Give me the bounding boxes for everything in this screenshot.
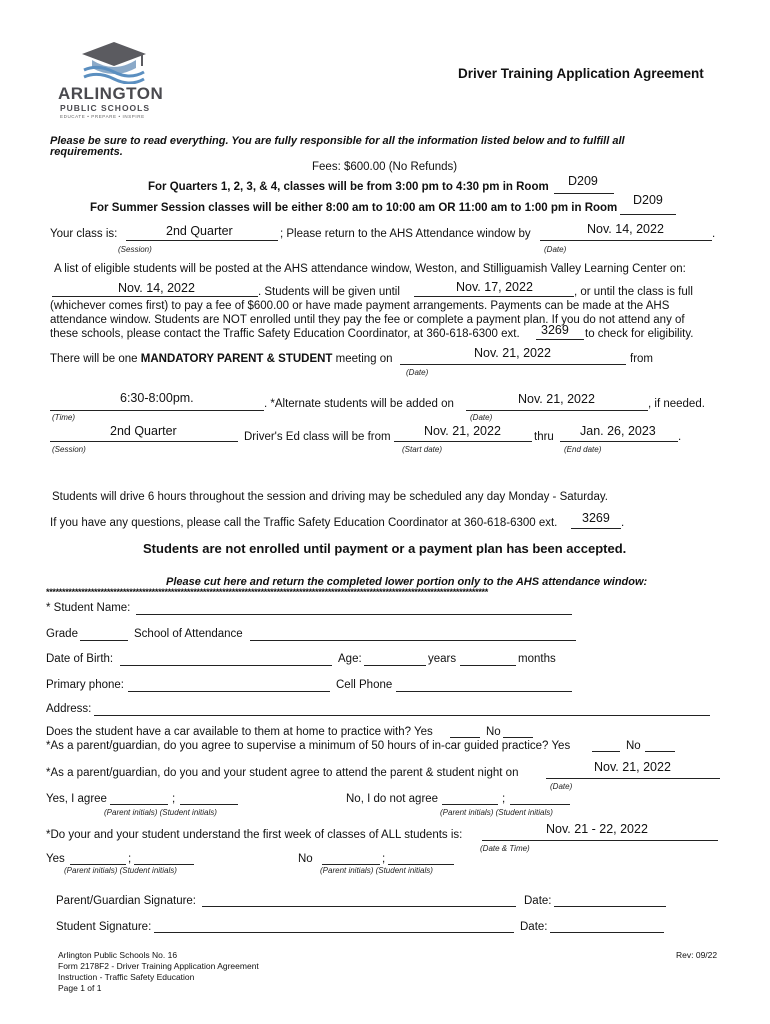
student-signature-field[interactable] — [154, 932, 514, 933]
cut-here-text: Please cut here and return the completed lower portion only to the AHS attendance window: — [166, 576, 648, 588]
class-value: 2nd Quarter — [166, 224, 233, 238]
car-yes-field[interactable] — [450, 737, 480, 738]
org-tagline: EDUCATE • PREPARE • INSPIRE — [60, 114, 145, 119]
student-sig-date-field[interactable] — [550, 932, 664, 933]
end-date: Jan. 26, 2023 — [580, 424, 656, 438]
parent-sig-date-field[interactable] — [554, 906, 666, 907]
yes-agree-parent-field[interactable] — [110, 804, 168, 805]
no-agree-parent-field[interactable] — [442, 804, 498, 805]
footer-line3: Instruction - Traffic Safety Education — [58, 972, 195, 982]
age-years-field[interactable] — [364, 665, 426, 666]
session-value: 2nd Quarter — [110, 424, 177, 438]
footer-line4: Page 1 of 1 — [58, 983, 102, 993]
start-date: Nov. 21, 2022 — [424, 424, 501, 438]
school-field[interactable] — [250, 640, 576, 641]
meeting-line: There will be one MANDATORY PARENT & STUDENT meeting on — [50, 353, 393, 365]
until-date: Nov. 17, 2022 — [456, 280, 533, 294]
primary-phone-field[interactable] — [128, 691, 330, 692]
ext-1: 3269 — [541, 323, 569, 337]
post-date: Nov. 14, 2022 — [118, 281, 195, 295]
meeting-date: Nov. 21, 2022 — [474, 346, 551, 360]
ext-2: 3269 — [582, 511, 610, 525]
drive-line1: Students will drive 6 hours throughout the session and driving may be scheduled any day Monday - Saturday. — [52, 491, 608, 503]
meeting-time: 6:30-8:00pm. — [120, 391, 194, 405]
attend-date: Nov. 21, 2022 — [594, 760, 671, 774]
org-sub: PUBLIC SCHOOLS — [60, 103, 151, 113]
car-no-field[interactable] — [503, 737, 533, 738]
intro-warning: Please be sure to read everything. You are fully responsible for all the information listed below and to fulfill all requirements. — [50, 135, 625, 158]
footer-line1: Arlington Public Schools No. 16 — [58, 950, 178, 960]
supervise-no-field[interactable] — [645, 751, 675, 752]
alternate-date: Nov. 21, 2022 — [518, 392, 595, 406]
first-week-date: Nov. 21 - 22, 2022 — [546, 822, 648, 836]
summer-line: For Summer Session classes will be either 8:00 am to 10:00 am OR 11:00 am to 1:00 pm in Room — [90, 202, 618, 214]
class-mid: ; Please return to the AHS Attendance window by — [280, 228, 531, 240]
quarters-room: D209 — [568, 174, 598, 188]
quarters-line: For Quarters 1, 2, 3, & 4, classes will be from 3:00 pm to 4:30 pm in Room — [148, 181, 549, 193]
fees-line: Fees: $600.00 (No Refunds) — [312, 161, 458, 173]
revision: Rev: 09/22 — [676, 950, 718, 960]
list-line1: A list of eligible students will be posted at the AHS attendance window, Weston, and Stilliguamish Valley Learning Center on: — [54, 263, 686, 275]
no-agree-student-field[interactable] — [510, 804, 570, 805]
student-name-field[interactable] — [136, 614, 572, 615]
class-label: Your class is: — [50, 228, 118, 240]
first-week-no-student-field[interactable] — [388, 864, 454, 865]
first-week-no-parent-field[interactable] — [322, 864, 380, 865]
footer-line2: Form 2178F2 - Driver Training Application Agreement — [58, 961, 259, 971]
supervise-yes-field[interactable] — [592, 751, 620, 752]
grade-field[interactable] — [80, 640, 128, 641]
first-week-yes-parent-field[interactable] — [70, 864, 126, 865]
address-field[interactable] — [94, 715, 710, 716]
age-months-field[interactable] — [460, 665, 516, 666]
cell-phone-field[interactable] — [396, 691, 572, 692]
cut-line: ****************************************************************************************************************************************** — [46, 587, 488, 597]
first-week-field[interactable] — [482, 840, 718, 841]
parent-signature-field[interactable] — [202, 906, 516, 907]
yes-agree-student-field[interactable] — [180, 804, 238, 805]
org-name: ARLINGTON — [58, 84, 164, 103]
student-name-label: * Student Name: — [46, 602, 131, 614]
page-title: Driver Training Application Agreement — [458, 66, 704, 81]
attend-date-field[interactable] — [546, 778, 720, 779]
school-logo-icon — [78, 40, 150, 84]
first-week-yes-student-field[interactable] — [134, 864, 194, 865]
return-date: Nov. 14, 2022 — [587, 222, 664, 236]
drive-line2: If you have any questions, please call the Traffic Safety Education Coordinator at 360-618-6300 ext. — [50, 517, 558, 529]
summer-room: D209 — [633, 193, 663, 207]
dob-field[interactable] — [120, 665, 332, 666]
enrollment-notice: Students are not enrolled until payment or a payment plan has been accepted. — [143, 541, 627, 556]
